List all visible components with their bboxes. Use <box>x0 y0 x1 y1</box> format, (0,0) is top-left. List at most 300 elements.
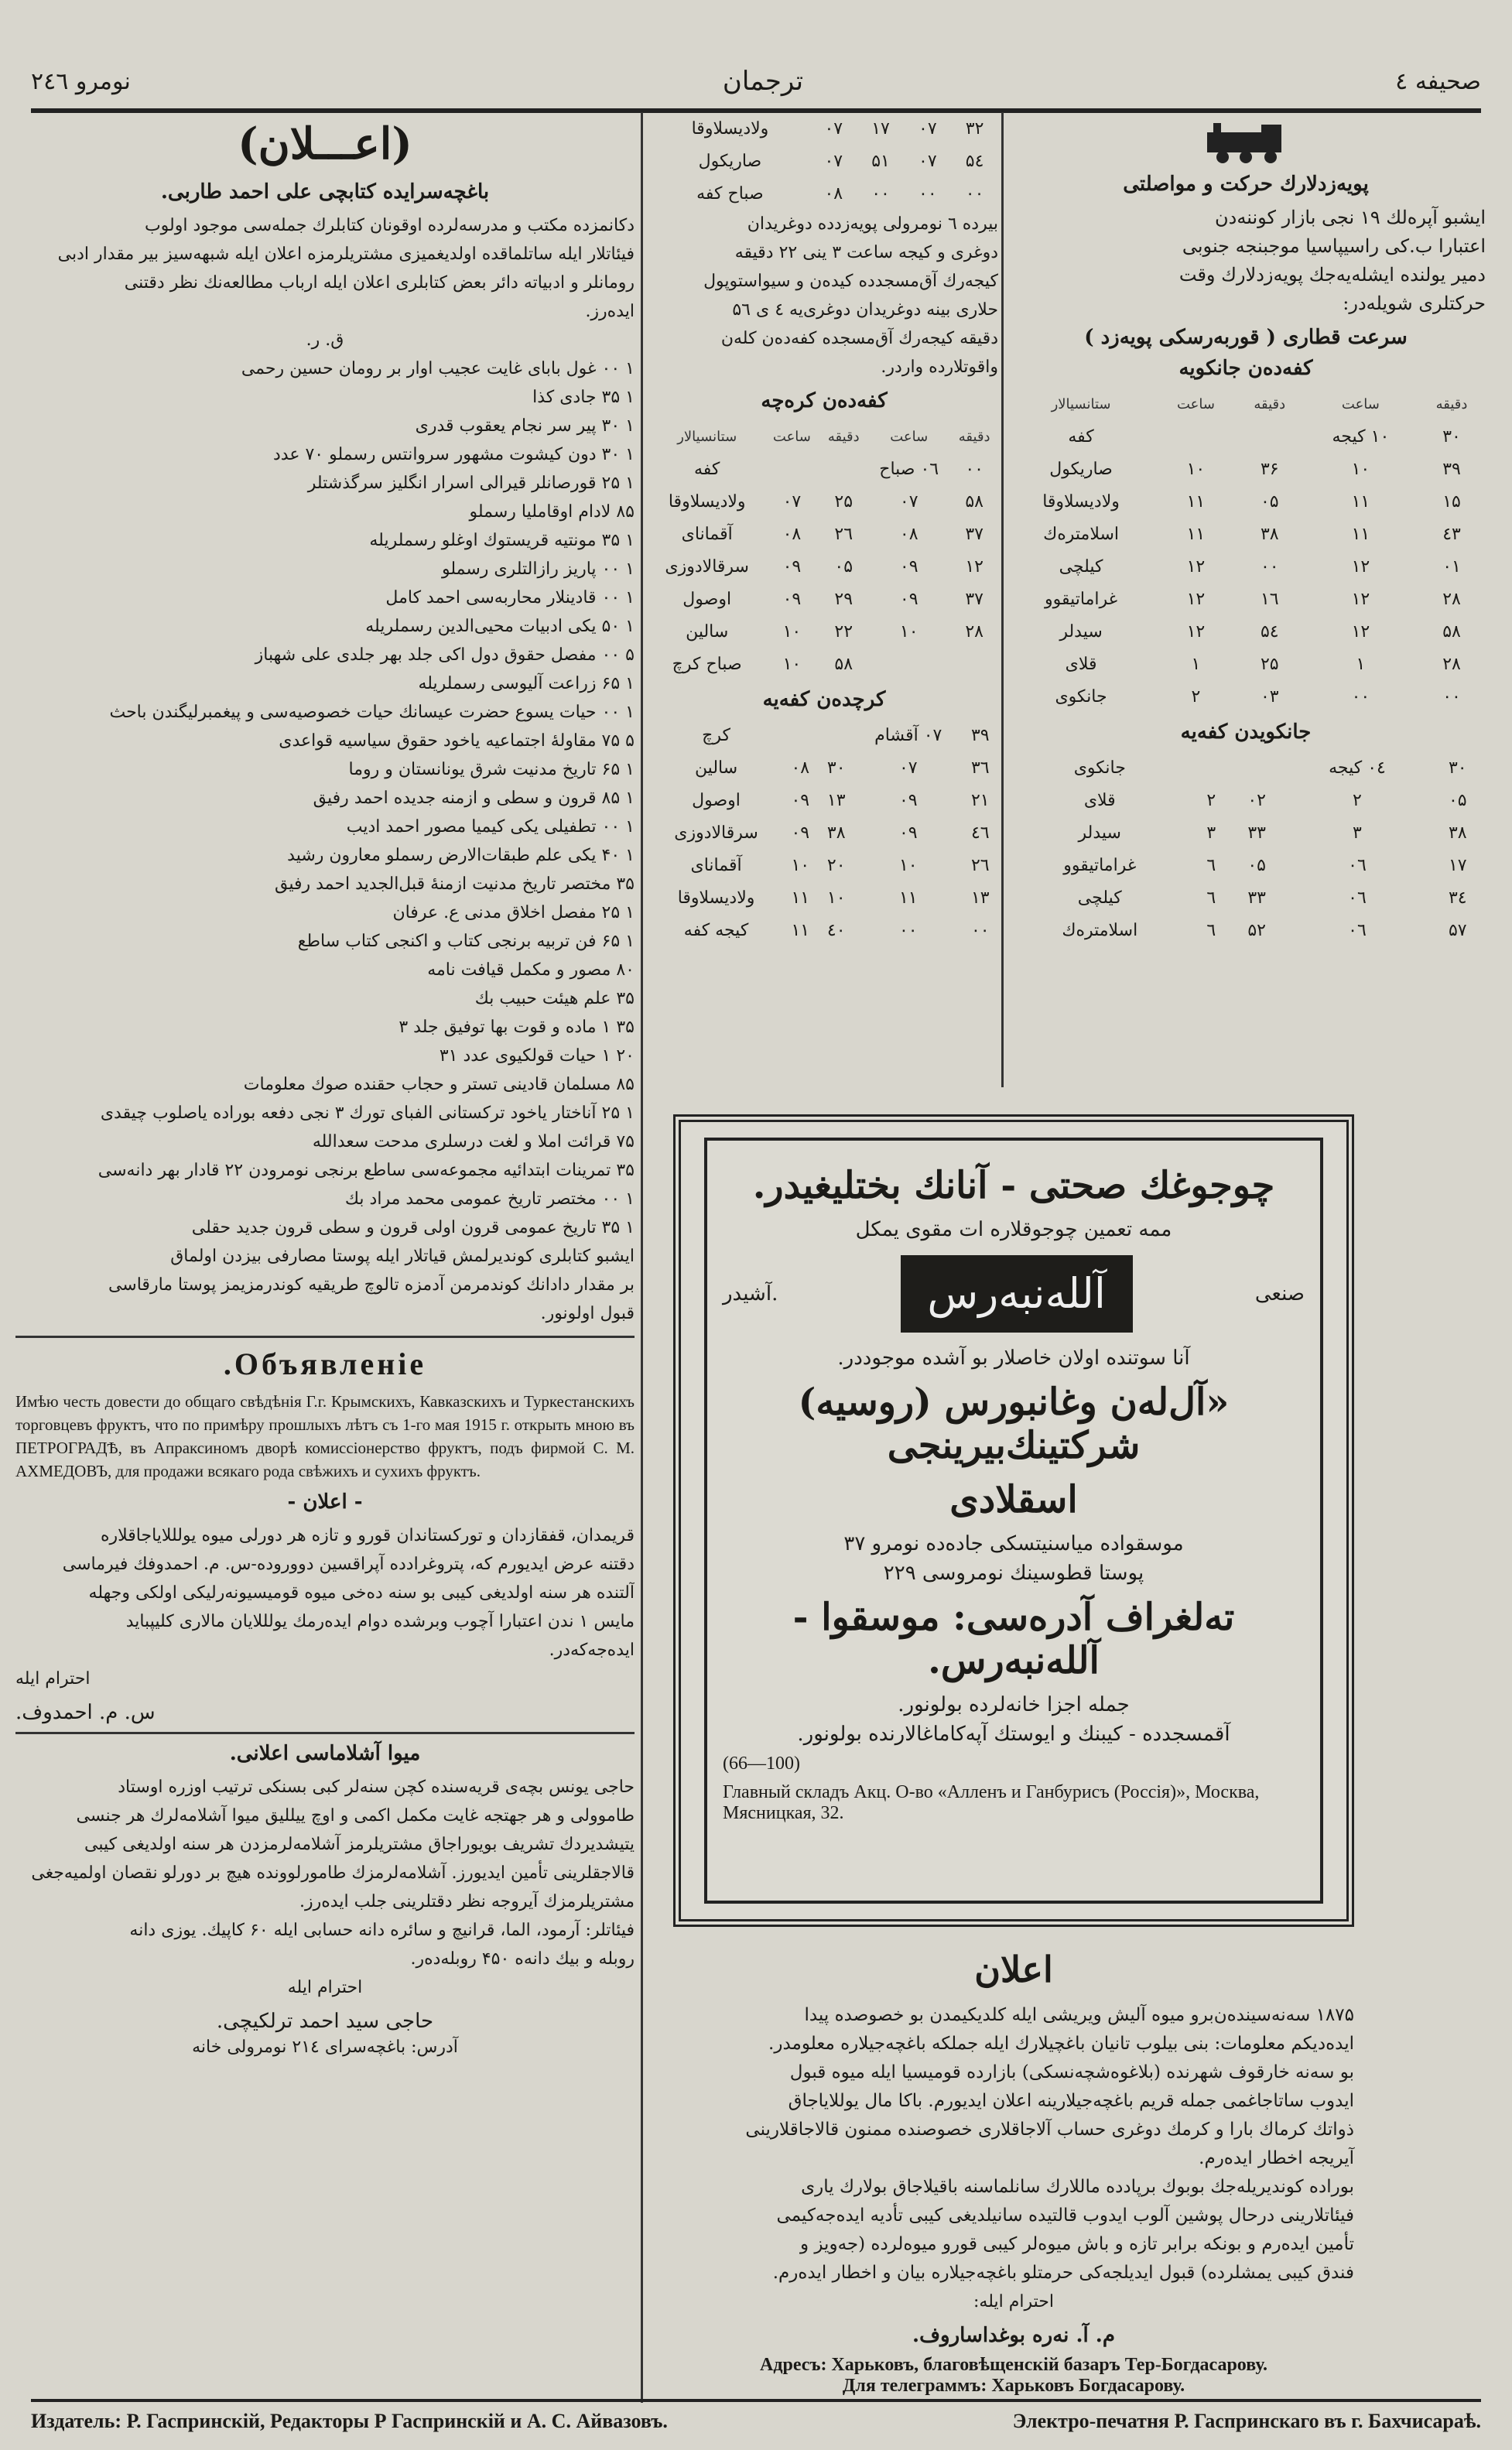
table-cell <box>782 719 818 751</box>
table-cell: ۱۲ <box>1186 556 1206 577</box>
table-cell: ۰۰ <box>970 920 990 940</box>
note-line: حلاری بینه دوغریدان دوغری‌یه ٤ ی ۵٦ <box>732 300 998 320</box>
timetable-continued <box>650 112 998 210</box>
table-cell: ۰۰ <box>1260 556 1279 577</box>
table-cell: کفه <box>693 459 720 479</box>
table-header-cell: دقیقه <box>958 428 990 445</box>
table-cell: ۲ <box>1206 790 1216 810</box>
table-cell: ۰٤ کیجه <box>1329 758 1386 778</box>
book-item: ۱ ۲۵ مفصل اخلاق مدنی ع. عرفان <box>392 903 635 922</box>
book-item: ۱ ۶۵ تاریخ مدنیت شرق یونانستان و روما <box>348 760 635 779</box>
table-cell: ۲٦ <box>970 855 990 875</box>
table-row <box>650 550 998 583</box>
ad-side-right: صنعی <box>1254 1282 1305 1305</box>
ad-note-1: جمله اجزا خانه‌لرده بولونور. <box>898 1693 1130 1716</box>
table-row <box>1006 583 1486 615</box>
table-cell: ۰۷ <box>824 151 843 171</box>
printer-line: Электро-печатня Р. Гаспринскаго въ г. Бахчисараѣ. <box>1012 2410 1481 2432</box>
table-cell: ۲۸ <box>965 621 983 642</box>
fruit-trade-announcement <box>673 1942 1354 2396</box>
table-cell: ٦ <box>1206 888 1216 908</box>
table-cell: ۱۵ <box>1442 491 1461 512</box>
table-cell: قلای <box>1083 790 1116 810</box>
mive-title: میوا آشلاماسی اعلانی. <box>229 1742 421 1765</box>
left-intro <box>15 211 635 326</box>
table-cell: ۵٤ <box>965 151 984 171</box>
table-cell: ۰۷ <box>918 151 937 171</box>
table-cell: ۲۹ <box>834 589 853 609</box>
right-column <box>1006 112 1486 1080</box>
table-cell <box>950 648 998 680</box>
table-cell: ۱۰ <box>1186 459 1206 479</box>
ad-address-1: موسقواده میاسنیتسکی جاده‌ده نومرو ۳۷ <box>843 1532 1184 1555</box>
table-cell: ۲۵ <box>834 491 853 512</box>
table-cell: ۱۱ <box>791 888 810 908</box>
intro-line: ایشبو آپره‌لك ۱۹ نجی بازار کوننه‌دن <box>1215 207 1486 228</box>
mive-line: حاجی یونس بچه‌ی قریه‌سنده کچن سنه‌لر کبی بسنکی ترتیب اوزره اوستاد <box>118 1778 635 1797</box>
announcement-line: ۱۸۷۵ سه‌نه‌سینده‌ن‌برو میوه آلیش ویریشی ایله کلدیکیمدن بو خصوصده پیدا <box>804 2005 1354 2025</box>
table-cell: ۳۹ <box>970 725 990 745</box>
table-cell: ۰۱ <box>1442 556 1461 577</box>
table-cell: ۵۱ <box>871 151 890 171</box>
table-cell: ۱۲ <box>1351 589 1370 609</box>
ad-telegraph: ته‌لغراف آدره‌سی: موسقوا - آلله‌نبه‌رس. <box>792 1596 1235 1682</box>
table-cell: ۰۸ <box>782 524 802 544</box>
table-cell: ۱۰ <box>899 621 918 642</box>
page-number: صحیفه ٤ <box>1395 67 1481 95</box>
table-cell: ولادیسلاوقا <box>668 491 746 512</box>
table-row <box>650 784 998 816</box>
table-cell: ۱۰ <box>1351 459 1370 479</box>
table-cell: ۳۸ <box>1448 823 1467 843</box>
table-cell: ۵٤ <box>1260 621 1279 642</box>
table-cell: ۲٦ <box>834 524 853 544</box>
table-cell: ۰۹ <box>898 823 918 843</box>
table-cell: اوصول <box>692 790 741 810</box>
table-row <box>1006 648 1486 680</box>
table-cell: ۳۰ <box>1442 426 1461 447</box>
table-cell: ۰۲ <box>1247 790 1266 810</box>
announcement-line: بوراده کوندیریله‌جك بوبوك برپادده ماللارك سانلماسنه باقیلاجاق بولارك یاری <box>801 2177 1354 2197</box>
table-header-cell: دقیقه <box>1254 395 1286 412</box>
ad-company: «آل‌له‌ن وغانبورس (روسیه) شرکتینك‌بیرینجی <box>798 1381 1230 1467</box>
table-cell: ۰۹ <box>899 556 918 577</box>
table-row <box>1006 751 1486 784</box>
announcement-ru-address: Адресъ: Харьковъ, благовѣщенскій базаръ Тер-Богдасарову. <box>760 2355 1267 2375</box>
mive-line: قالاجقلرینی تأمین ایدیورز. آشلامه‌لرمزك طامورلوونده هیچ بر دورلو نقصان اولمیه‌جغی <box>31 1863 635 1883</box>
express-title: سرعت قطاری ( قوربه‌رسکی پویەزد ) <box>1084 326 1408 349</box>
table-cell: ۰۸ <box>791 758 810 778</box>
mive-body <box>15 1773 635 1973</box>
table-cell: ۱۱ <box>1351 524 1370 544</box>
table-cell: ۳۰ <box>826 758 846 778</box>
table-cell <box>819 719 854 751</box>
note-line: بیرده ٦ نومرولی پویەزدده دوغریدان <box>747 214 998 234</box>
table-cell: ۳۳ <box>1247 888 1266 908</box>
table-cell: ٦ <box>1206 920 1216 940</box>
book-item: ۳۵ علم هیئت حبیب بك <box>474 989 635 1008</box>
timetable-jankoy-kefe <box>1006 751 1486 946</box>
table-cell: ۳۲ <box>965 118 984 139</box>
table-cell: ۰٦ <box>1348 855 1367 875</box>
table-row <box>650 112 998 145</box>
table-cell: ۰۷ <box>898 758 918 778</box>
objavlenie-respect: احترام ایله <box>15 1669 91 1689</box>
table-cell: کیجه کفه <box>683 920 749 940</box>
book-item: ۸۰ مصور و مکمل قیافت نامه <box>427 960 635 980</box>
table-cell: ٦ <box>1206 855 1216 875</box>
table-row <box>1006 849 1486 881</box>
table-cell <box>1156 420 1236 453</box>
mive-line: فیئاتلر: آرمود، الما، قرانیچ و سائره دانه حسابی ایله ۶۰ کاپیك. یوزی دانه <box>129 1921 635 1940</box>
timetable-title: پویەزدلارك حرکت و مواصلتی <box>1123 173 1369 196</box>
table-cell: ۱۱ <box>1351 491 1370 512</box>
book-item: ۱ ۲۵ قورصانلر قیرالی اسرار انگلیز سرگذشتلر <box>307 474 635 493</box>
table-cell: ۳۸ <box>1260 524 1279 544</box>
table-cell: ۳۳ <box>1247 823 1266 843</box>
table-cell: ۳۸ <box>826 823 846 843</box>
table-cell: ٤۰ <box>826 920 846 940</box>
page-footer <box>31 2399 1481 2441</box>
table-cell: ۵۷ <box>1448 920 1467 940</box>
table-cell: ۱۱ <box>1186 524 1206 544</box>
book-item: ۲۰ ۱ حیات قولکیوی عدد ۳۱ <box>439 1046 635 1066</box>
allenburys-ad <box>673 1114 1354 1927</box>
table-cell: ۱۱ <box>791 920 810 940</box>
table-cell: سرقالادوزی <box>665 556 749 577</box>
table-cell: ۳٤ <box>1448 888 1467 908</box>
outro-line: ایشبو کتابلری کوندیرلمش قیاتلار ایله پوستا مصارفی بیزدن اولماق <box>170 1247 635 1266</box>
book-item: ۱ ۲۵ آناختار یاخود ترکستانی الفبای تورك ۳ نجی دفعه بوراده یاصلوب چیقدی <box>100 1104 635 1123</box>
table-cell: ۰۰ <box>965 183 984 204</box>
book-item: ۱ ۰۰ تطفیلی یکی کیمیا مصور احمد ادیب <box>346 817 635 837</box>
table-row <box>650 145 998 177</box>
table-cell: ۱۰ <box>791 855 810 875</box>
ad-address-2: پوستا قطوسینك نومروسی ۲۲۹ <box>883 1562 1144 1585</box>
table-cell: ۳۹ <box>1442 459 1461 479</box>
ad-line2: آنا سوتنده اولان خاصلار بو آشده موجوددر. <box>837 1346 1190 1370</box>
note-line: کیجه‌رك آق‌مسجدده کیده‌ن و سیواستوپول <box>703 272 998 291</box>
mive-line: طاموولی و هر جهتجه غایت مکمل اکمی و اوچ ییللیق میوا آشلامه‌لرك هر جنسی <box>76 1806 635 1826</box>
table-cell: ۱۳ <box>970 888 990 908</box>
book-item: ۱ ۳۵ مونتیه قریستوك اوغلو رسملریله <box>369 531 635 550</box>
intro-line: فیئاتلار ایله ساتلماقده اولدیغمیزی مشتریلرمزه اعلان ایله شبهه‌سیز بیر مقدار ادبی <box>57 245 635 264</box>
timetable-intro <box>1006 204 1486 318</box>
table-cell <box>819 453 867 485</box>
table-cell: ۱۷ <box>871 118 890 139</box>
table-row <box>1006 518 1486 550</box>
note-line: دقیقه کیجه‌رك آق‌مسجده کفه‌ده‌ن کله‌ن <box>720 329 998 348</box>
intro-line: دکانمزده مکتب و مدرسه‌لرده اوقونان کتابلرك جمله‌سی موجود اولوب <box>144 216 635 235</box>
table-cell: ۰۹ <box>782 556 802 577</box>
table-cell: ولادیسلاوقا <box>691 118 769 139</box>
table-cell: ۱۰ <box>782 621 802 642</box>
table-cell: ۰۰ <box>918 183 937 204</box>
book-item: ۱ ۰۰ پاریز رازالتلری رسملو <box>441 559 635 579</box>
ad-note-2: آقمسجدده - کیبنك و ایوستك آپه‌کاماغالارنده بولونور. <box>797 1723 1230 1746</box>
book-item: ۱ ۸۵ قرون و سطی و ازمنه جدیده احمد رفیق <box>313 789 635 808</box>
table-header-cell: ساعت <box>890 428 929 445</box>
book-item: ۱ ۰۰ غول بابای غایت عجیب اوار بر رومان حسین رحمی <box>241 359 635 378</box>
announcement-line: ایدوب ساتاجاغمی جمله قریم باغچه‌جیلارینه اعلان ایدیورم. باکا مال یوللایاجاق <box>788 2091 1354 2111</box>
timetable-kerch-kefe <box>650 719 998 946</box>
table-header-row <box>1006 388 1486 420</box>
announcement-ru-telegram: Для телеграммъ: Харьковъ Богдасарову. <box>842 2376 1185 2396</box>
table-cell: ۰۹ <box>899 589 918 609</box>
table-cell: ۰٦ صباح <box>879 459 939 479</box>
table-row <box>1006 784 1486 816</box>
table-cell: ۲۱ <box>970 790 990 810</box>
announcement-title: اعلان <box>974 1949 1053 1990</box>
left-list-header: ق. ر. <box>306 330 344 350</box>
ad-number: (66—100) <box>723 1754 800 1774</box>
table-cell: ۰۵ <box>1448 790 1467 810</box>
table-cell: ۰۹ <box>898 790 918 810</box>
book-item: ۷۵ قرائت املا و لغت درسلری مدحت سعدالله <box>312 1132 635 1151</box>
announcement-line: تأمین ایده‌رم و بونکه برابر تازه و باش میوه‌لر کیبی قورو میوه‌لرده (جه‌ویز و <box>799 2234 1354 2254</box>
objavlenie-line: آلتنده هر سنه اولدیغی کیبی بو سنه ده‌خی میوه قومیسیونه‌رلیکی اولکی وجهله <box>88 1583 635 1603</box>
table-cell: ۰۸ <box>824 183 843 204</box>
timetable-kefe-jankoy <box>1006 388 1486 713</box>
table-row <box>1006 881 1486 914</box>
table-cell: ۰۰ <box>898 920 918 940</box>
intro-line: حرکتلری شویله‌در: <box>1343 293 1486 314</box>
table-cell: ۱۲ <box>965 556 983 577</box>
table-cell: ۰۹ <box>791 823 810 843</box>
table-cell: آقمانای <box>681 524 733 544</box>
table-cell: ۰٦ <box>1348 920 1367 940</box>
book-item: ۱ ۶۵ زراعت آلیوسی رسملریله <box>418 674 635 693</box>
table-cell: ۱۲ <box>1186 589 1206 609</box>
table-cell: ۱۲ <box>1351 621 1370 642</box>
note-line: دوغری و کیجه ساعت ۳ ینی ۲۲ دقیقه <box>734 243 998 262</box>
objavlenie-subtitle: - اعلان - <box>287 1490 363 1514</box>
table-cell: ۰۰ <box>1442 686 1461 707</box>
table-row <box>650 648 998 680</box>
table-header-cell: ستانسیالار <box>1051 395 1111 412</box>
table-cell: ۵۲ <box>1247 920 1266 940</box>
table-cell: جانکوی <box>1073 758 1126 778</box>
table-cell: ۱۰ <box>898 855 918 875</box>
table-cell: ۰۰ <box>965 459 983 479</box>
divider <box>15 1336 635 1338</box>
mive-address: آدرس: باغچه‌سرای ۲۱٤ نومرولی خانه <box>192 2038 458 2057</box>
book-item: ۱ ۳۵ تاریخ عمومی قرون اولی قرون و سطی قرون جدید حقلی <box>191 1218 635 1237</box>
announcement-line: فندق کیبی یمشلرده) قبول ایدیلجه‌کی حرمتلو باغچه‌جیلاره بیان و اخطار ایده‌رم. <box>772 2263 1354 2283</box>
table-cell: سیدلر <box>1078 823 1121 843</box>
table-row <box>1006 680 1486 713</box>
table-cell: ۳۷ <box>965 589 983 609</box>
publisher-line: Издатель: Р. Гаспринскій, Редакторы Р Гаспринскій и А. С. Айвазовъ. <box>31 2410 668 2432</box>
objavlenie-line: دقتنه عرض ایدیورم که، پتروغرادده آپراقسین دووروده-س. م. احمدوفك فیرماسی <box>62 1555 635 1574</box>
table-cell: صباح کرچ <box>672 654 742 674</box>
book-item: ۱ ۰۰ مختصر تاریخ عمومی محمد مراد بك <box>344 1189 635 1209</box>
table-cell: ۰۵ <box>1260 491 1279 512</box>
table-cell: ۰۷ <box>782 491 802 512</box>
route-title-kefe-kerch: کفه‌ده‌ن کره‌چه <box>761 389 888 412</box>
table-cell: اسلامتره‌ك <box>1062 920 1138 940</box>
table-cell: ۱ <box>1356 654 1366 674</box>
table-cell <box>1236 420 1304 453</box>
book-list <box>15 354 635 1242</box>
table-header-cell: دقیقه <box>1435 395 1468 412</box>
table-row <box>1006 816 1486 849</box>
table-row <box>650 914 998 946</box>
left-ad-subtitle: باغچه‌سرایده کتابچی علی احمد طاربی. <box>160 180 490 204</box>
table-cell <box>764 453 819 485</box>
table-row <box>650 453 998 485</box>
objavlenie-signature: س. م. احمدوف. <box>15 1701 156 1724</box>
table-cell: ۰٦ <box>1348 888 1367 908</box>
table-cell: ۲۲ <box>834 621 853 642</box>
table-cell: ۰۷ <box>918 118 937 139</box>
table-cell: ۱۱ <box>898 888 918 908</box>
table-cell: ۰۳ <box>1260 686 1279 707</box>
table-row <box>1006 914 1486 946</box>
divider <box>15 1732 635 1734</box>
table-row <box>1006 485 1486 518</box>
left-ad-title: (اعـــلان) <box>238 118 412 169</box>
table-row <box>650 719 998 751</box>
book-item: ۱ ۳۵ جادی کذا <box>532 388 635 407</box>
book-item: ۳۵ مختصر تاریخ مدنیت ازمنهٔ قبل‌الجدید احمد رفیق <box>274 874 635 894</box>
table-row <box>1006 453 1486 485</box>
timetable-kefe-kerch <box>650 420 998 680</box>
announcement-body <box>673 2001 1354 2287</box>
table-cell: ۱۰ کیجه <box>1332 426 1390 447</box>
table-cell: ۵۸ <box>965 491 983 512</box>
table-cell: ۳ <box>1353 823 1362 843</box>
table-cell: غراماتیقوو <box>1063 855 1137 875</box>
ad-russian-address: Главный складъ Акц. О-во «Алленъ и Ганбурисъ (Россія)», Москва, Мясницкая, 32. <box>723 1782 1260 1823</box>
table-cell: سیدلر <box>1059 621 1103 642</box>
left-column <box>15 112 635 2403</box>
table-row <box>1006 550 1486 583</box>
ad-company-2: اسقلادی <box>949 1478 1078 1521</box>
left-outro <box>15 1242 635 1328</box>
table-header-cell: ساعت <box>1341 395 1380 412</box>
table-cell: اسلامتره‌ك <box>1043 524 1119 544</box>
table-cell: ۳۷ <box>965 524 983 544</box>
book-item: ۵ ۰۰ مفصل حقوق دول اکی جلد بهر جلدی علی شهباز <box>255 645 635 665</box>
table-cell: کیلچی <box>1059 556 1103 577</box>
table-cell: ۰۷ آقشام <box>874 725 942 745</box>
table-row <box>650 583 998 615</box>
book-item: ۱ ۰۰ حیات یسوع حضرت عیسانك حیات خصوصیه‌سی و پیغمبرلیگندن باحث <box>109 703 635 722</box>
column-rule-mid <box>1001 112 1004 1087</box>
objavlenie-text: Имѣю честь довести до общаго свѣдѣнія Г.г. Крымскихъ, Кавказскихъ и Туркестанскихъ торговцевъ фруктъ, что по примѣру прошлыхъ лѣтъ съ 1-го мая 1915 г. открыть мною въ ПЕТРОГРАДѢ, въ Апраксиномъ дворѣ комиссіонерство фруктъ, подъ фирмой С. М. АХМЕДОВЪ, для продажи всякаго рода свѣжихъ и сухихъ фруктъ. <box>15 1392 635 1480</box>
table-cell <box>867 648 950 680</box>
timetable-note <box>650 210 998 382</box>
table-cell: ۰۰ <box>1351 686 1370 707</box>
book-item: ۱ ۳۰ دون کیشوت مشهور سروانتس رسملو ۷۰ عدد <box>272 445 635 464</box>
table-row <box>650 485 998 518</box>
table-row <box>650 751 998 784</box>
ad-line1: ممه تعمین چوجوقلاره ات مقوی یمکل <box>855 1218 1172 1241</box>
mive-line: مشتریلرمزك آیروجه نظر دقتلرینی جلب ایدەرز. <box>299 1892 635 1911</box>
table-cell: ۲۸ <box>1442 654 1461 674</box>
table-cell: ۲۵ <box>1260 654 1279 674</box>
middle-column <box>650 112 998 1080</box>
table-cell: ولادیسلاوقا <box>677 888 755 908</box>
table-cell: قلای <box>1065 654 1097 674</box>
table-header-row <box>650 420 998 453</box>
table-cell: ۰۷ <box>824 118 843 139</box>
paper-title: ترجمان <box>722 66 804 97</box>
mive-respect: احترام ایله <box>287 1978 363 1997</box>
issue-number: نومرو ۲٤٦ <box>31 67 131 95</box>
ad-side-left: آشیدر. <box>723 1282 778 1305</box>
table-cell: ۰۵ <box>1247 855 1266 875</box>
outro-line: قبول اولونور. <box>540 1304 635 1323</box>
mive-line: یتیشدیردك تشریف بویوراجاق مشتریلرمز آشلامه‌لرمزدن هر سنه اولدیغی کیبی <box>84 1835 635 1854</box>
table-cell: ٤٦ <box>970 823 990 843</box>
book-item: ۱ ۵۰ یکی ادبیات محیی‌الدین رسملریله <box>365 617 635 636</box>
table-row <box>650 177 998 210</box>
announcement-line: بو سه‌نه خارقوف شهرنده (بلاغوه‌شچه‌نسکی) بازارده قومیسیا ایله میوه قبول <box>789 2062 1354 2082</box>
table-cell: ۰۹ <box>782 589 802 609</box>
table-cell: ۰۹ <box>791 790 810 810</box>
table-cell: کیلچی <box>1077 888 1122 908</box>
route-title-kerch-kefe: کرچده‌ن کفه‌یه <box>762 688 886 711</box>
route-title-jankoy-kefe: جانکویدن کفه‌یه <box>1180 720 1312 744</box>
ad-title: چوجوغك صحتی - آنانك بختلیغیدر. <box>752 1164 1275 1207</box>
table-cell: ۲ <box>1353 790 1362 810</box>
table-cell: سالین <box>694 758 738 778</box>
table-cell: ۰۰ <box>871 183 890 204</box>
table-cell: ۳۶ <box>1260 459 1279 479</box>
mive-line: روبله و بیك دانه‌ه ۴۵۰ روبله‌ده‌ر. <box>410 1949 635 1969</box>
objavlenie-line: ایده‌جه‌که‌در. <box>549 1641 635 1660</box>
table-cell: ۰۵ <box>834 556 853 577</box>
table-header-cell: ستانسیالار <box>677 428 737 445</box>
announcement-line: ایده‌دیکم معلومات: بنی بیلوب تانیان باغچیلارك ایله جملکه باغچه‌جیلاره معلومدر. <box>768 2034 1354 2054</box>
table-cell: اوصول <box>682 589 732 609</box>
intro-line: ایدەرز. <box>585 302 635 321</box>
page-header <box>31 54 1481 113</box>
table-row <box>1006 420 1486 453</box>
table-cell: صاریکول <box>1049 459 1113 479</box>
table-cell: ۱۲ <box>1186 621 1206 642</box>
table-header-cell: دقیقه <box>827 428 860 445</box>
intro-line: اعتبارا ب.کی راسیپاسیا موجبنجه جنوبی <box>1182 235 1486 257</box>
table-row <box>650 615 998 648</box>
book-item: ۳۵ تمرینات ابتدائیه مجموعه‌سی ساطع برنجی نومرودن ۲۲ قادار بهر دانه‌سی <box>97 1161 635 1180</box>
table-cell: کرچ <box>702 725 730 745</box>
table-cell: ۰۸ <box>899 524 918 544</box>
table-cell: ۳ <box>1206 823 1216 843</box>
table-cell: ۵۸ <box>834 654 853 674</box>
table-cell: ولادیسلاوقا <box>1042 491 1120 512</box>
note-line: واقوتلارده واردر. <box>881 358 998 377</box>
table-row <box>1006 615 1486 648</box>
table-cell: ۰۷ <box>899 491 918 512</box>
table-cell: ۱ <box>1191 654 1201 674</box>
table-cell: کفه <box>1068 426 1094 447</box>
table-row <box>650 816 998 849</box>
table-cell <box>1194 751 1229 784</box>
table-cell <box>1229 751 1285 784</box>
column-rule-left <box>641 112 643 2403</box>
objavlenie-line: قریمدان، قفقازدان و تورکستاندان قورو و تازه هر دورلی میوه یولللایاجاقلاره <box>100 1526 635 1545</box>
table-cell: سرقالادوزی <box>674 823 758 843</box>
book-item: ۱ ۰۰ قادینلار محاربه‌سی احمد کامل <box>385 588 635 607</box>
announcement-respect: احترام ایله: <box>973 2292 1054 2311</box>
book-item: ۸۵ لادام اوقاملیا رسملو <box>469 502 635 522</box>
book-item: ۱ ۳۰ پیر سر نجام یعقوب قدری <box>415 416 635 436</box>
table-cell: ۲۰ <box>826 855 846 875</box>
table-cell: صباح کفه <box>696 183 764 204</box>
